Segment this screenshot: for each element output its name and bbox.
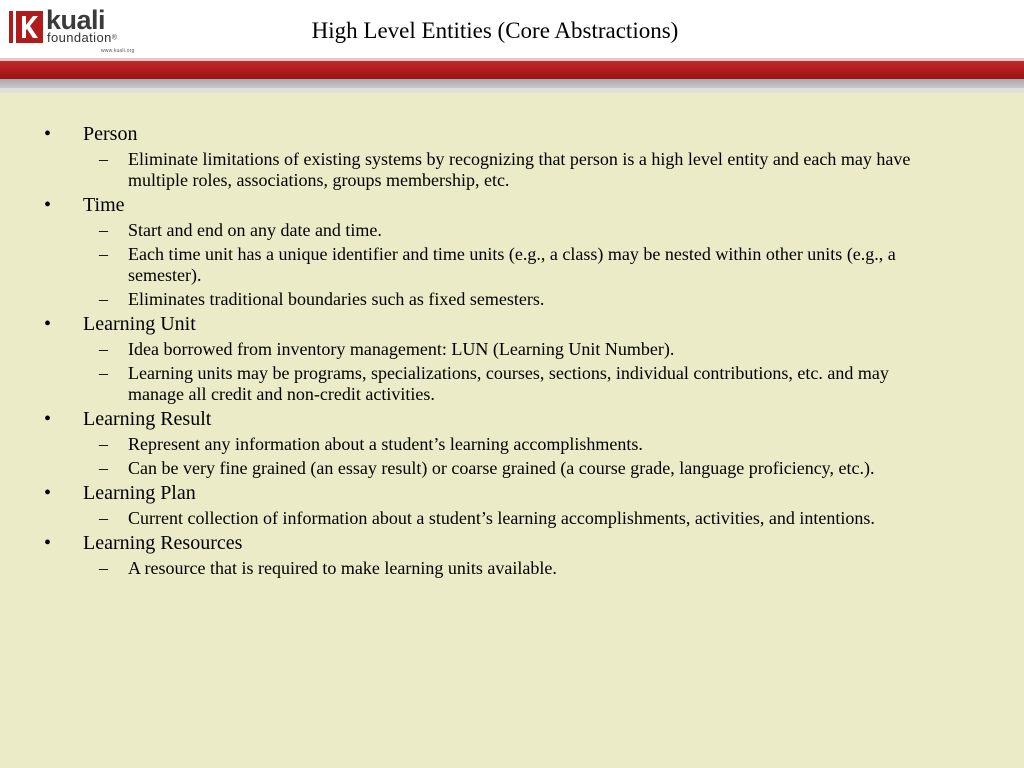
- sub-bullet-item: [83, 244, 918, 286]
- sub-bullet-item: [83, 558, 918, 579]
- logo-subtitle: [47, 31, 117, 46]
- outline-item-label: Person: [83, 123, 138, 145]
- sub-bullet-item: [83, 289, 918, 310]
- outline-item-label: Learning Unit: [83, 313, 196, 335]
- registered-mark: ®: [111, 34, 118, 42]
- slide-header: [0, 0, 1024, 58]
- dash-bullet-icon: –: [99, 339, 108, 359]
- sub-bullet-item: [83, 220, 918, 241]
- dash-bullet-icon: –: [99, 244, 108, 264]
- header-divider-red: [0, 61, 1024, 79]
- sub-bullet-item: [83, 339, 918, 360]
- sub-bullet-list: [83, 220, 1000, 310]
- sub-bullet-list: [83, 339, 1000, 405]
- outline-item: [0, 531, 1000, 579]
- slide-title: High Level Entities (Core Abstractions): [311, 18, 679, 43]
- sub-bullet-text: Idea borrowed from inventory management: LUN (Learning Unit Number).: [128, 339, 675, 359]
- bullet-icon: •: [44, 313, 52, 335]
- dash-bullet-icon: –: [99, 458, 108, 478]
- outline-item-label: Learning Plan: [83, 482, 196, 504]
- bullet-icon: •: [44, 194, 52, 216]
- sub-bullet-item: [83, 458, 918, 479]
- header-divider-gray: [0, 79, 1024, 88]
- outline-item-label: Learning Resources: [83, 532, 243, 554]
- outline-item-label: Learning Result: [83, 408, 212, 430]
- logo-wordmark: kuali: [46, 5, 106, 35]
- sub-bullet-item: [83, 434, 918, 455]
- sub-bullet-text: A resource that is required to make learning units available.: [128, 558, 557, 578]
- dash-bullet-icon: –: [99, 289, 108, 309]
- slide-body: [0, 93, 1024, 768]
- logo-url: www.kuali.org: [101, 48, 135, 54]
- outline-item: [0, 481, 1000, 529]
- bullet-icon: •: [44, 408, 52, 430]
- sub-bullet-text: Learning units may be programs, specializations, courses, sections, individual contributions, etc. and may manage all credit and non-credit activities.: [128, 363, 889, 404]
- kuali-foundation-logo: [6, 6, 156, 56]
- sub-bullet-text: Represent any information about a student’s learning accomplishments.: [128, 434, 643, 454]
- sub-bullet-text: Eliminates traditional boundaries such as fixed semesters.: [128, 289, 545, 309]
- sub-bullet-item: [83, 149, 918, 191]
- dash-bullet-icon: –: [99, 508, 108, 528]
- dash-bullet-icon: –: [99, 220, 108, 240]
- dash-bullet-icon: –: [99, 363, 108, 383]
- sub-bullet-list: [83, 434, 1000, 479]
- outline-item: [0, 312, 1000, 405]
- sub-bullet-list: [83, 508, 1000, 529]
- bullet-icon: •: [44, 532, 52, 554]
- kuali-k-mark-icon: [8, 10, 44, 44]
- sub-bullet-item: [83, 363, 918, 405]
- bullet-icon: •: [44, 123, 52, 145]
- dash-bullet-icon: –: [99, 149, 108, 169]
- sub-bullet-list: [83, 149, 1000, 191]
- logo-subtitle-text: foundation: [47, 30, 112, 45]
- sub-bullet-text: Each time unit has a unique identifier and time units (e.g., a class) may be nested within other units (e.g., a semester).: [128, 244, 896, 285]
- sub-bullet-text: Eliminate limitations of existing systems by recognizing that person is a high level entity and each may have multiple roles, associations, groups membership, etc.: [128, 149, 911, 190]
- dash-bullet-icon: –: [99, 558, 108, 578]
- sub-bullet-text: Current collection of information about a student’s learning accomplishments, activities, and intentions.: [128, 508, 875, 528]
- dash-bullet-icon: –: [99, 434, 108, 454]
- outline-item: [0, 407, 1000, 479]
- bullet-icon: •: [44, 482, 52, 504]
- sub-bullet-text: Start and end on any date and time.: [128, 220, 382, 240]
- bullet-outline: [0, 122, 1000, 581]
- sub-bullet-text: Can be very fine grained (an essay result) or coarse grained (a course grade, language proficiency, etc.).: [128, 458, 875, 478]
- outline-item: [0, 193, 1000, 310]
- outline-item: [0, 122, 1000, 191]
- outline-item-label: Time: [83, 194, 125, 216]
- sub-bullet-item: [83, 508, 918, 529]
- sub-bullet-list: [83, 558, 1000, 579]
